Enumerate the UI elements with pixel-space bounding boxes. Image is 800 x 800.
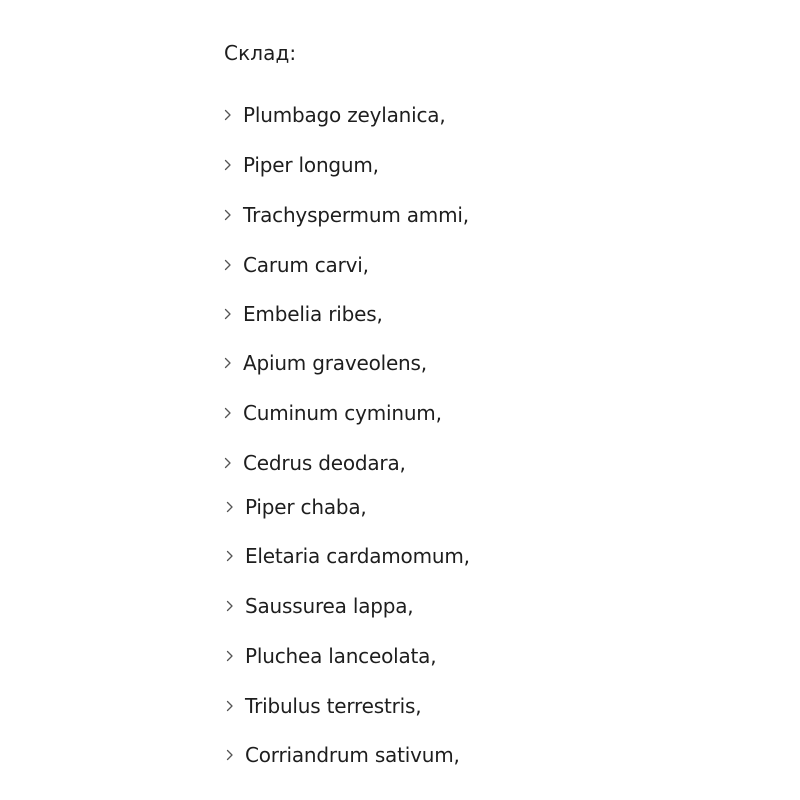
list-item [220, 398, 442, 428]
list-item [220, 299, 383, 329]
ingredient-label: Corriandrum sativum, [245, 743, 460, 767]
list-item [220, 150, 379, 180]
list-item [220, 200, 469, 230]
list-item [222, 691, 421, 721]
list-item [220, 100, 446, 130]
list-item [222, 591, 413, 621]
ingredient-label: Apium graveolens, [243, 351, 427, 375]
ingredient-label: Cuminum cyminum, [243, 401, 442, 425]
chevron-right-icon [222, 698, 238, 714]
ingredient-label: Embelia ribes, [243, 302, 383, 326]
chevron-right-icon [222, 648, 238, 664]
list-item [222, 492, 367, 522]
chevron-right-icon [222, 598, 238, 614]
ingredient-label: Piper chaba, [245, 495, 367, 519]
composition-heading: Склад: [224, 41, 297, 65]
list-item [222, 740, 460, 770]
ingredient-label: Carum carvi, [243, 253, 369, 277]
ingredient-label: Pluchea lanceolata, [245, 644, 437, 668]
chevron-right-icon [220, 455, 236, 471]
ingredient-label: Piper longum, [243, 153, 379, 177]
list-item [220, 448, 406, 478]
ingredient-label: Plumbago zeylanica, [243, 103, 446, 127]
chevron-right-icon [220, 107, 236, 123]
ingredient-label: Tribulus terrestris, [245, 694, 422, 718]
list-item [222, 641, 436, 671]
chevron-right-icon [220, 207, 236, 223]
chevron-right-icon [222, 499, 238, 515]
chevron-right-icon [220, 157, 236, 173]
ingredient-label: Cedrus deodara, [243, 451, 406, 475]
ingredient-label: Trachyspermum ammi, [243, 203, 469, 227]
chevron-right-icon [220, 405, 236, 421]
ingredient-label: Saussurea lappa, [245, 594, 414, 618]
chevron-right-icon [222, 548, 238, 564]
list-item [222, 541, 470, 571]
list-item [220, 250, 369, 280]
ingredient-label: Eletaria cardamomum, [245, 544, 470, 568]
chevron-right-icon [220, 306, 236, 322]
chevron-right-icon [220, 355, 236, 371]
chevron-right-icon [220, 257, 236, 273]
list-item [220, 348, 427, 378]
chevron-right-icon [222, 747, 238, 763]
